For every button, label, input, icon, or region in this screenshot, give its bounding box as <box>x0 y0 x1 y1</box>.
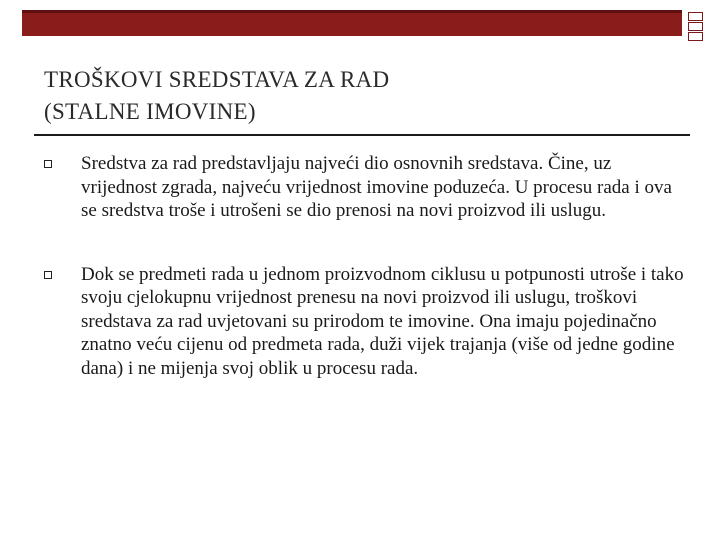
header-bar <box>22 10 682 36</box>
slide-title-line-2: (STALNE IMOVINE) <box>44 99 256 124</box>
bullet-item <box>44 152 684 223</box>
square-bullet-icon <box>44 271 52 279</box>
corner-decoration <box>688 12 706 42</box>
title-divider <box>34 134 690 136</box>
header-bar-shade <box>22 10 682 13</box>
bullet-text: Sredstva za rad predstavljaju najveći dio osnovnih sredstava. Čine, uz vrijednost zgrada, najveću vrijednost imovine poduzeća. U procesu rada i ova se sredstva troše i utrošeni se dio prenosi na novi proizvod ili uslugu. <box>81 153 672 221</box>
slide-title <box>44 64 664 128</box>
bullet-item <box>44 263 684 381</box>
bullet-list <box>44 152 684 420</box>
square-icon <box>688 12 703 21</box>
square-bullet-icon <box>44 160 52 168</box>
square-icon <box>688 22 703 31</box>
slide-title-line-1: TROŠKOVI SREDSTAVA ZA RAD <box>44 67 390 92</box>
square-icon <box>688 32 703 41</box>
bullet-text: Dok se predmeti rada u jednom proizvodnom ciklusu u potpunosti utroše i tako svoju cjelokupnu vrijednost prenesu na novi proizvod ili uslugu, troškovi sredstava za rad uvjetovani su prirodom te imovine. Ona imaju pojedinačno znatno veću cijenu od predmeta rada, duži vijek trajanja (više od jedne godine dana) i ne mijenja svoj oblik u procesu rada. <box>81 263 684 379</box>
